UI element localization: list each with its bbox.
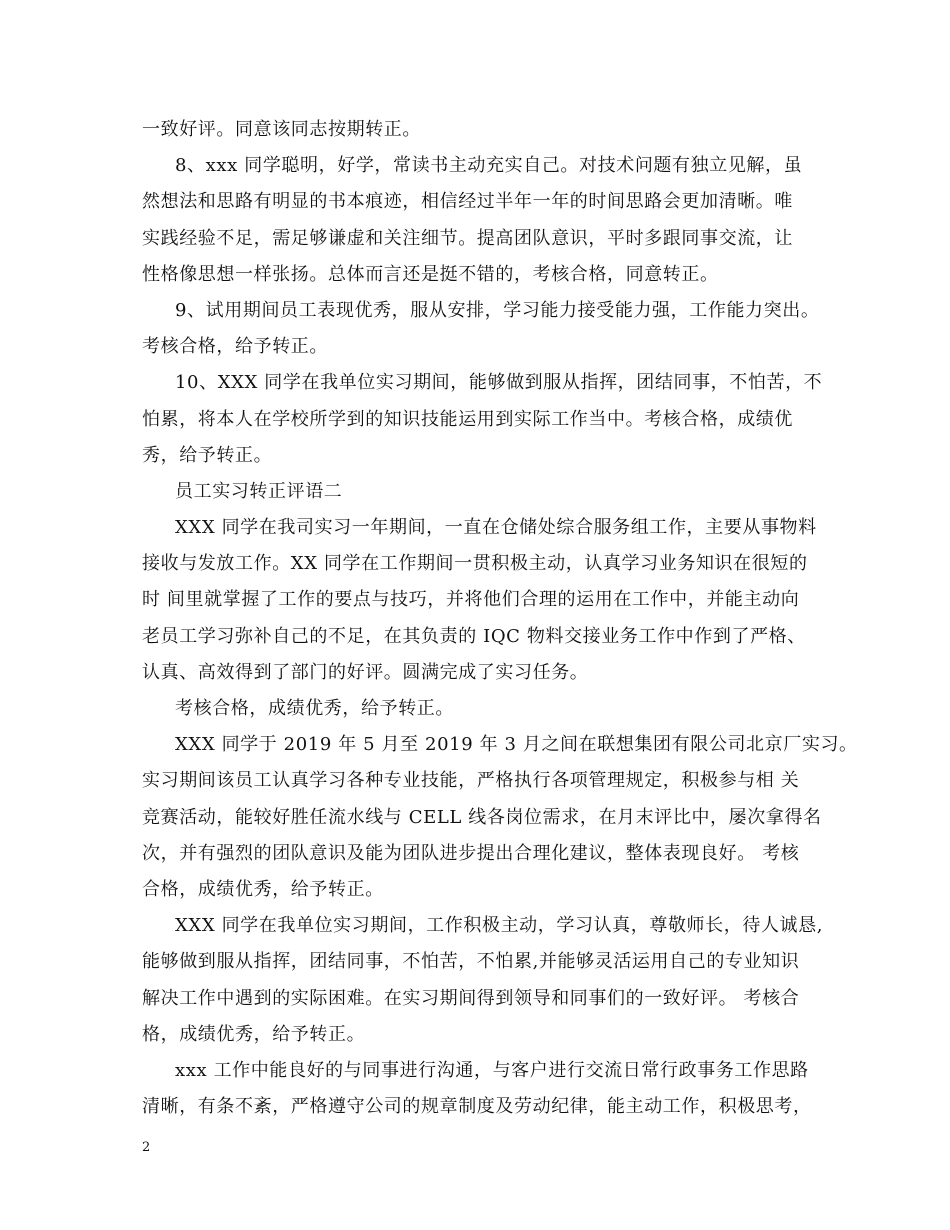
text-line: 秀，给予转正。 <box>142 444 273 466</box>
text-line: 格，成绩优秀，给予转正。 <box>142 1023 366 1045</box>
text-line: 清晰，有条不紊，严格遵守公司的规章制度及劳动纪律，能主动工作，积极思考， <box>142 1096 812 1118</box>
text-line: 怕累，将本人在学校所学到的知识技能运用到实际工作当中。考核合格，成绩优 <box>142 408 793 430</box>
text-line: 次，并有强烈的团队意识及能为团队进步提出合理化建议，整体表现良好。 考核 <box>142 842 800 864</box>
text-line: 时 间里就掌握了工作的要点与技巧，并将他们合理的运用在工作中，并能主动向 <box>142 589 800 611</box>
text-line: 考核合格，给予转正。 <box>142 336 328 358</box>
page-number: 2 <box>142 1140 151 1155</box>
text-line: XXX 同学于 2019 年 5 月至 2019 年 3 月之间在联想集团有限公司北京厂实习。 <box>175 734 858 756</box>
document-body <box>142 112 858 1125</box>
text-line: 10、XXX 同学在我单位实习期间，能够做到服从指挥，团结同事，不怕苦，不 <box>175 372 823 394</box>
text-line: 合格，成绩优秀，给予转正。 <box>142 878 384 900</box>
text-line: 认真、高效得到了部门的好评。圆满完成了实习任务。 <box>142 661 589 683</box>
text-line: 实践经验不足，需足够谦虚和关注细节。提高团队意识，平时多跟同事交流，让 <box>142 227 793 249</box>
text-line: 一致好评。同意该同志按期转正。 <box>142 119 421 140</box>
text-line: 解决工作中遇到的实际困难。在实习期间得到领导和同事们的一致好评。 考核合 <box>142 987 800 1009</box>
text-line: 然想法和思路有明显的书本痕迹，相信经过半年一年的时间思路会更加清晰。唯 <box>142 191 793 213</box>
text-line: xxx 工作中能良好的与同事进行沟通，与客户进行交流日常行政事务工作思路 <box>175 1059 809 1081</box>
text-line: 竞赛活动，能较好胜任流水线与 CELL 线各岗位需求，在月末评比中，屡次拿得名 <box>142 806 822 828</box>
text-line: 8、xxx 同学聪明，好学，常读书主动充实自己。对技术问题有独立见解，虽 <box>175 155 803 177</box>
section-heading: 员工实习转正评语二 <box>175 480 343 502</box>
text-line: 考核合格，成绩优秀，给予转正。 <box>175 698 454 719</box>
text-line: XXX 同学在我单位实习期间，工作积极主动，学习认真，尊敬师长，待人诚恳, <box>175 915 824 937</box>
text-line: 9、试用期间员工表现优秀，服从安排，学习能力接受能力强，工作能力突出。 <box>175 299 820 321</box>
text-line: 能够做到服从指挥，团结同事，不怕苦，不怕累,并能够灵活运用自己的专业知识 <box>142 951 800 973</box>
text-line: XXX 同学在我司实习一年期间，一直在仓储处综合服务组工作，主要从事物料 <box>175 517 817 539</box>
text-line: 性格像思想一样张扬。总体而言还是挺不错的，考核合格，同意转正。 <box>142 263 719 285</box>
text-line: 老员工学习弥补自己的不足，在其负责的 IQC 物料交接业务工作中作到了严格、 <box>142 625 806 647</box>
text-line: 实习期间该员工认真学习各种专业技能，严格执行各项管理规定，积极参与相 关 <box>142 770 800 792</box>
text-line: 接收与发放工作。XX 同学在工作期间一贯积极主动，认真学习业务知识在很短的 <box>142 553 808 575</box>
